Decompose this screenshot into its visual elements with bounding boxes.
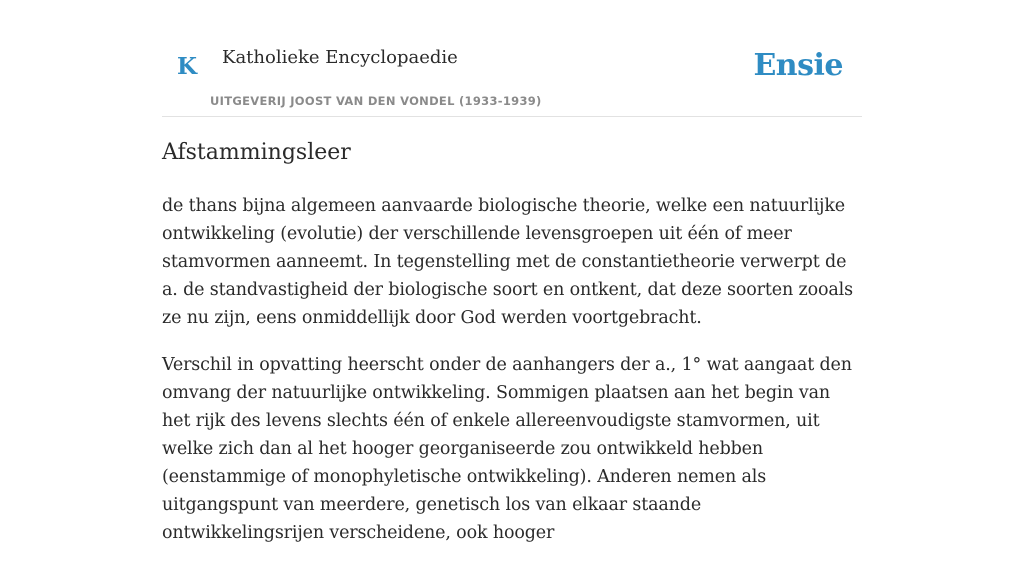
article-paragraph: de thans bijna algemeen aanvaarde biologische theorie, welke een natuurlijke ontwikkeling (evolutie) der verschillende levensgroepen uit één of meer stamvormen aanneemt. In tegenstelling met de constantietheorie verwerpt de a. de standvastigheid der biologische soort en ontkent, dat deze soorten zooals ze nu zijn, eens onmiddellijk door God werden voortgebracht. [162,196,853,328]
site-header [162,0,862,117]
publication-subtitle: UITGEVERIJ JOOST VAN DEN VONDEL (1933-1939) [210,94,542,108]
article-title: Afstammingsleer [162,140,351,165]
article-body [162,192,862,566]
article-paragraph: Verschil in opvatting heerscht onder de aanhangers der a., 1° wat aangaat den omvang der natuurlijke ontwikkeling. Sommigen plaatsen aan het begin van het rijk des levens slechts één of enkele allereenvoudigste stamvormen, uit welke zich dan al het hooger georganiseerde zou ontwikkeld hebben (eenstammige of monophyletische ontwikkeling). Anderen nemen als uitgangspunt van meerdere, genetisch los van elkaar staande ontwikkelingsrijen verscheidene, ook hooger [162,355,852,543]
publication-logo[interactable]: K [177,53,197,80]
ensie-brand-logo[interactable]: Ensie [753,48,843,83]
publication-title[interactable]: Katholieke Encyclopaedie [222,47,458,68]
